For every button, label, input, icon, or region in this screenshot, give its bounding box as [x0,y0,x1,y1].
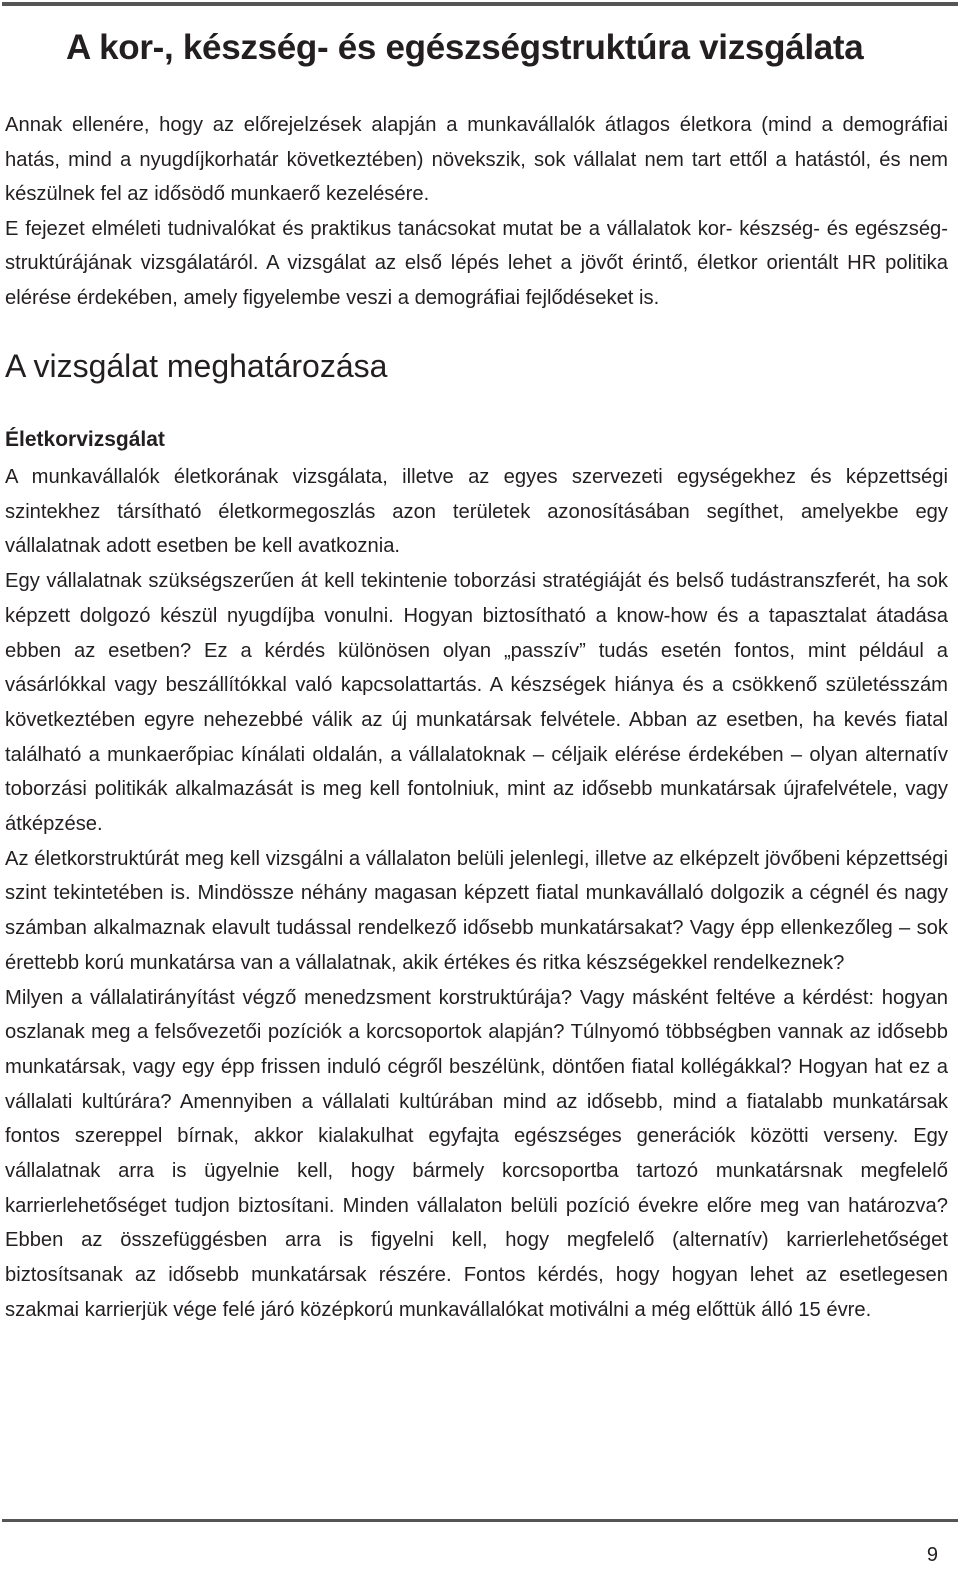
bottom-rule [2,1519,958,1522]
body-paragraph: Az életkorstruktúrát meg kell vizsgálni a vállalaton belüli jelenlegi, illetve az elképzelt jövőbeni képzettségi szint tekintetében is. Mindössze néhány magasan képzett fiatal munkavállaló dolgozik a cégnél és nagy számban alkalmaznak elavult tudással rendelkező idősebb munkatársakat? Vagy épp ellenkezőleg – sok érettebb korú munkatársa van a vállalatnak, akik értékes és ritka készségekkel rendelkeznek? [5,847,948,974]
intro-paragraph: E fejezet elméleti tudnivalókat és praktikus tanácsokat mutat be a vállalatok kor- készség- és egészség-struktúrájának vizsgálatáról. A vizsgálat az első lépés lehet a jövőt érintő, életkor orientált HR politika elérése érdekében, amely figyelembe veszi a demográfiai fejlődéseket is. [5,217,948,309]
page-title: A kor-, készség- és egészségstruktúra vizsgálata [66,28,864,67]
body-paragraph: A munkavállalók életkorának vizsgálata, illetve az egyes szervezeti egységekhez és képzettségi szintekhez társítható életkormegoszlás azon területek azonosításában segíthet, amelyekbe egy vállalatnak adott esetben be kell avatkoznia. [5,466,948,558]
body-paragraph: Egy vállalatnak szükségszerűen át kell tekintenie toborzási stratégiáját és belső tudástranszferét, ha sok képzett dolgozó készül nyugdíjba vonulni. Hogyan biztosítható a know-how és a tapasztalat átadása ebben az esetben? Ez a kérdés különösen olyan „passzív” tudás esetén fontos, mint például a vásárlókkal vagy beszállítókkal való kapcsolattartás. A készségek hiánya és a csökkenő születésszám következtében egyre nehezebbé válik az új munkatársak felvétele. Abban az esetben, ha kevés fiatal található a munkaerőpiac kínálati oldalán, a vállalatoknak – céljaik elérése érdekében – olyan alternatív toborzási politikák alkalmazását is meg kell fontolniuk, mint az idősebb munkatársak újrafelvétele, vagy átképzése. [5,570,948,836]
intro-section [5,108,948,315]
body-paragraph: Milyen a vállalatirányítást végző menedzsment korstruktúrája? Vagy másként feltéve a kérdést: hogyan oszlanak meg a felsővezetői pozíciók a korcsoportok alapján? Túlnyomó többségben vannak az idősebb munkatársak, vagy egy épp frissen induló cégről beszélünk, döntően fiatal kollégákkal? Hogyan hat ez a vállalati kultúrára? Amennyiben a vállalati kultúrában mind az idősebb, mind a fiatalabb munkatársak fontos szereppel bírnak, akkor kialakulhat egyfajta egészséges generációk közötti verseny. Egy vállalatnak arra is ügyelnie kell, hogy bármely korcsoportba tartozó munkatársnak megfelelő karrierlehetőséget tudjon biztosítani. Minden vállalaton belüli pozíció évekre előre meg van határozva? Ebben az összefüggésben arra is figyelni kell, hogy megfelelő (alternatív) karrierlehetőséget biztosítsanak az idősebb munkatársak részére. Fontos kérdés, hogy hogyan lehet az esetlegesen szakmai karrierjük vége felé járó középkorú munkavállalókat motiválni a még előttük álló 15 évre. [5,986,948,1321]
body-text [5,460,948,1328]
intro-paragraph: Annak ellenére, hogy az előrejelzések alapján a munkavállalók átlagos életkora (mind a demográfiai hatás, mind a nyugdíjkorhatár következtében) növekszik, sok vállalat nem tart ettől a hatástól, és nem készülnek fel az idősödő munkaerő kezelésére. [5,114,948,205]
page-number: 9 [926,1544,938,1566]
top-rule [2,2,958,6]
section-heading: A vizsgálat meghatározása [5,348,388,384]
subsection-heading: Életkorvizsgálat [5,428,165,451]
